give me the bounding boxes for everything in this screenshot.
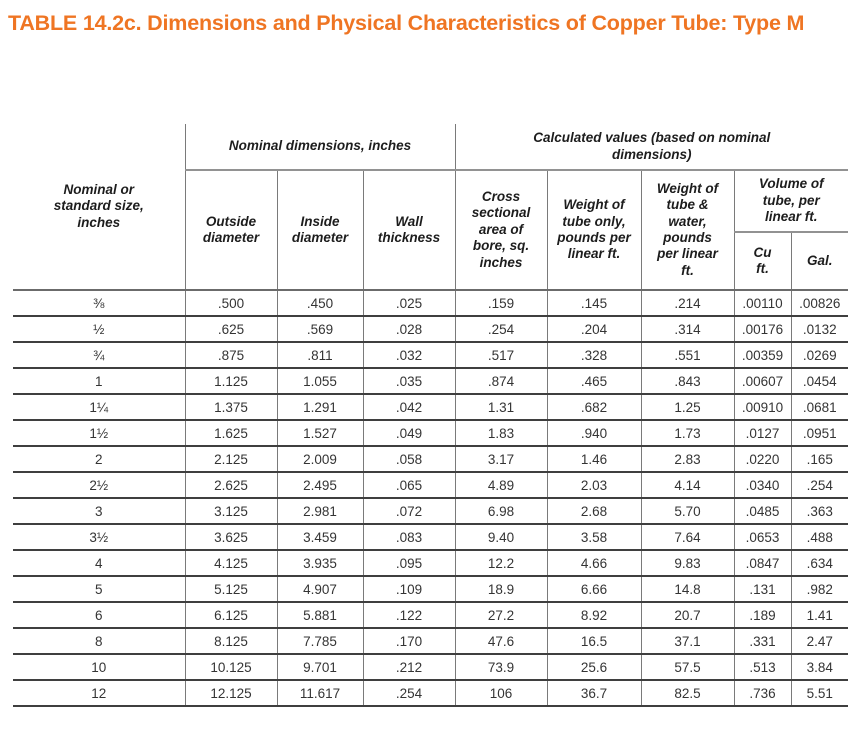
cell-value: 1.41 xyxy=(791,602,848,628)
cell-value: 4.89 xyxy=(455,472,547,498)
cell-value: 1.375 xyxy=(185,394,277,420)
copper-tube-table xyxy=(13,124,848,707)
cell-value: .254 xyxy=(363,680,455,706)
cell-value: 8.92 xyxy=(547,602,641,628)
cell-value: 2.47 xyxy=(791,628,848,654)
cell-value: .450 xyxy=(277,290,363,316)
cell-value: 57.5 xyxy=(641,654,734,680)
header-cu-ft: Cu ft. xyxy=(734,232,791,290)
cell-value: .875 xyxy=(185,342,277,368)
cell-value: 2.03 xyxy=(547,472,641,498)
cell-value: .625 xyxy=(185,316,277,342)
cell-value: 1.055 xyxy=(277,368,363,394)
cell-value: .982 xyxy=(791,576,848,602)
cell-value: 106 xyxy=(455,680,547,706)
cell-value: 12.125 xyxy=(185,680,277,706)
table-row xyxy=(13,550,848,576)
cell-nominal-size: 6 xyxy=(13,602,185,628)
header-volume-of-tube: Volume of tube, per linear ft. xyxy=(734,170,848,232)
cell-value: 4.125 xyxy=(185,550,277,576)
cell-value: 18.9 xyxy=(455,576,547,602)
cell-value: .0220 xyxy=(734,446,791,472)
header-weight-tube-only: Weight of tube only, pounds per linear ft. xyxy=(547,170,641,290)
cell-value: 12.2 xyxy=(455,550,547,576)
cell-value: .363 xyxy=(791,498,848,524)
cell-nominal-size: 2 xyxy=(13,446,185,472)
cell-value: .058 xyxy=(363,446,455,472)
cell-nominal-size: 10 xyxy=(13,654,185,680)
cell-value: 6.125 xyxy=(185,602,277,628)
table-row xyxy=(13,394,848,420)
cell-value: 2.981 xyxy=(277,498,363,524)
cell-value: 10.125 xyxy=(185,654,277,680)
cell-value: .028 xyxy=(363,316,455,342)
cell-value: .517 xyxy=(455,342,547,368)
cell-value: 2.68 xyxy=(547,498,641,524)
cell-value: .328 xyxy=(547,342,641,368)
cell-value: .095 xyxy=(363,550,455,576)
table-row xyxy=(13,446,848,472)
table-header xyxy=(13,124,848,290)
cell-nominal-size: 4 xyxy=(13,550,185,576)
table-row xyxy=(13,368,848,394)
cell-value: .736 xyxy=(734,680,791,706)
cell-value: 3.84 xyxy=(791,654,848,680)
cell-nominal-size: 1½ xyxy=(13,420,185,446)
cell-value: .0951 xyxy=(791,420,848,446)
cell-value: .189 xyxy=(734,602,791,628)
cell-value: 25.6 xyxy=(547,654,641,680)
cell-value: .500 xyxy=(185,290,277,316)
header-weight-tube-water: Weight of tube & water, pounds per linear ft. xyxy=(641,170,734,290)
cell-value: 5.125 xyxy=(185,576,277,602)
table-row xyxy=(13,342,848,368)
cell-value: .065 xyxy=(363,472,455,498)
cell-value: .634 xyxy=(791,550,848,576)
cell-value: .0127 xyxy=(734,420,791,446)
cell-value: 9.40 xyxy=(455,524,547,550)
cell-value: .00910 xyxy=(734,394,791,420)
table-row xyxy=(13,472,848,498)
cell-nominal-size: 2½ xyxy=(13,472,185,498)
cell-value: .212 xyxy=(363,654,455,680)
cell-nominal-size: ⅜ xyxy=(13,290,185,316)
header-group-nominal-dimensions: Nominal dimensions, inches xyxy=(185,124,455,170)
cell-value: 3.58 xyxy=(547,524,641,550)
cell-value: .254 xyxy=(791,472,848,498)
table-row xyxy=(13,420,848,446)
cell-value: 1.25 xyxy=(641,394,734,420)
cell-value: .0269 xyxy=(791,342,848,368)
cell-nominal-size: 1 xyxy=(13,368,185,394)
cell-value: 4.66 xyxy=(547,550,641,576)
cell-value: .551 xyxy=(641,342,734,368)
table-body xyxy=(13,290,848,706)
table-row xyxy=(13,628,848,654)
cell-value: 73.9 xyxy=(455,654,547,680)
cell-value: 3.125 xyxy=(185,498,277,524)
cell-value: 1.31 xyxy=(455,394,547,420)
cell-value: .214 xyxy=(641,290,734,316)
cell-value: 7.64 xyxy=(641,524,734,550)
cell-nominal-size: 1¼ xyxy=(13,394,185,420)
cell-value: 36.7 xyxy=(547,680,641,706)
cell-value: 14.8 xyxy=(641,576,734,602)
cell-value: .00110 xyxy=(734,290,791,316)
cell-value: .569 xyxy=(277,316,363,342)
cell-value: .170 xyxy=(363,628,455,654)
cell-value: .032 xyxy=(363,342,455,368)
cell-value: 4.907 xyxy=(277,576,363,602)
cell-value: 3.459 xyxy=(277,524,363,550)
cell-value: .159 xyxy=(455,290,547,316)
table-row xyxy=(13,576,848,602)
table-row xyxy=(13,654,848,680)
table-row xyxy=(13,602,848,628)
cell-value: .811 xyxy=(277,342,363,368)
cell-value: 1.291 xyxy=(277,394,363,420)
cell-nominal-size: 3 xyxy=(13,498,185,524)
cell-value: 1.73 xyxy=(641,420,734,446)
cell-value: 3.625 xyxy=(185,524,277,550)
cell-value: 6.66 xyxy=(547,576,641,602)
cell-value: 1.125 xyxy=(185,368,277,394)
cell-value: .874 xyxy=(455,368,547,394)
cell-value: .465 xyxy=(547,368,641,394)
cell-value: 2.495 xyxy=(277,472,363,498)
cell-value: 2.125 xyxy=(185,446,277,472)
cell-value: 2.625 xyxy=(185,472,277,498)
header-group-calculated-values: Calculated values (based on nominal dimensions) xyxy=(455,124,848,170)
header-nominal-size: Nominal or standard size, inches xyxy=(53,181,144,230)
cell-value: 37.1 xyxy=(641,628,734,654)
cell-value: 1.46 xyxy=(547,446,641,472)
cell-nominal-size: ½ xyxy=(13,316,185,342)
page-title: TABLE 14.2c. Dimensions and Physical Characteristics of Copper Tube: Type M xyxy=(8,11,805,35)
table-row xyxy=(13,316,848,342)
cell-value: 2.83 xyxy=(641,446,734,472)
cell-value: .0454 xyxy=(791,368,848,394)
cell-value: .025 xyxy=(363,290,455,316)
cell-value: 82.5 xyxy=(641,680,734,706)
header-group-row xyxy=(13,124,848,170)
cell-value: .145 xyxy=(547,290,641,316)
cell-value: .072 xyxy=(363,498,455,524)
cell-value: .00826 xyxy=(791,290,848,316)
cell-value: .488 xyxy=(791,524,848,550)
cell-value: .165 xyxy=(791,446,848,472)
cell-value: 1.527 xyxy=(277,420,363,446)
cell-value: 11.617 xyxy=(277,680,363,706)
cell-value: .314 xyxy=(641,316,734,342)
cell-value: 20.7 xyxy=(641,602,734,628)
cell-value: 9.701 xyxy=(277,654,363,680)
cell-value: .00176 xyxy=(734,316,791,342)
header-gal: Gal. xyxy=(791,232,848,290)
cell-value: .00607 xyxy=(734,368,791,394)
cell-value: .0847 xyxy=(734,550,791,576)
cell-value: .0132 xyxy=(791,316,848,342)
cell-value: .131 xyxy=(734,576,791,602)
header-outside-diameter: Outside diameter xyxy=(185,170,277,290)
cell-value: 27.2 xyxy=(455,602,547,628)
cell-nominal-size: 8 xyxy=(13,628,185,654)
cell-value: .204 xyxy=(547,316,641,342)
cell-value: 3.17 xyxy=(455,446,547,472)
cell-value: 8.125 xyxy=(185,628,277,654)
cell-value: .00359 xyxy=(734,342,791,368)
cell-value: 1.83 xyxy=(455,420,547,446)
table-row xyxy=(13,524,848,550)
cell-value: .049 xyxy=(363,420,455,446)
cell-nominal-size: 3½ xyxy=(13,524,185,550)
cell-value: .083 xyxy=(363,524,455,550)
cell-value: 4.14 xyxy=(641,472,734,498)
cell-value: .0653 xyxy=(734,524,791,550)
header-inside-diameter: Inside diameter xyxy=(277,170,363,290)
cell-value: 47.6 xyxy=(455,628,547,654)
cell-value: 1.625 xyxy=(185,420,277,446)
cell-value: 6.98 xyxy=(455,498,547,524)
cell-value: 2.009 xyxy=(277,446,363,472)
cell-value: .843 xyxy=(641,368,734,394)
cell-value: 9.83 xyxy=(641,550,734,576)
cell-nominal-size: ¾ xyxy=(13,342,185,368)
cell-value: .254 xyxy=(455,316,547,342)
cell-nominal-size: 12 xyxy=(13,680,185,706)
cell-value: .940 xyxy=(547,420,641,446)
cell-value: 5.51 xyxy=(791,680,848,706)
cell-value: 3.935 xyxy=(277,550,363,576)
cell-value: .331 xyxy=(734,628,791,654)
cell-value: .0681 xyxy=(791,394,848,420)
cell-value: 5.881 xyxy=(277,602,363,628)
cell-value: .0485 xyxy=(734,498,791,524)
cell-value: 16.5 xyxy=(547,628,641,654)
cell-value: .682 xyxy=(547,394,641,420)
table-row xyxy=(13,498,848,524)
cell-value: 5.70 xyxy=(641,498,734,524)
header-wall-thickness: Wall thickness xyxy=(363,170,455,290)
table-row xyxy=(13,680,848,706)
cell-value: .035 xyxy=(363,368,455,394)
cell-value: 7.785 xyxy=(277,628,363,654)
table-row xyxy=(13,290,848,316)
cell-nominal-size: 5 xyxy=(13,576,185,602)
cell-value: .042 xyxy=(363,394,455,420)
cell-value: .0340 xyxy=(734,472,791,498)
cell-value: .513 xyxy=(734,654,791,680)
header-cross-sectional-area: Cross sectional area of bore, sq. inches xyxy=(455,170,547,290)
cell-value: .122 xyxy=(363,602,455,628)
cell-value: .109 xyxy=(363,576,455,602)
